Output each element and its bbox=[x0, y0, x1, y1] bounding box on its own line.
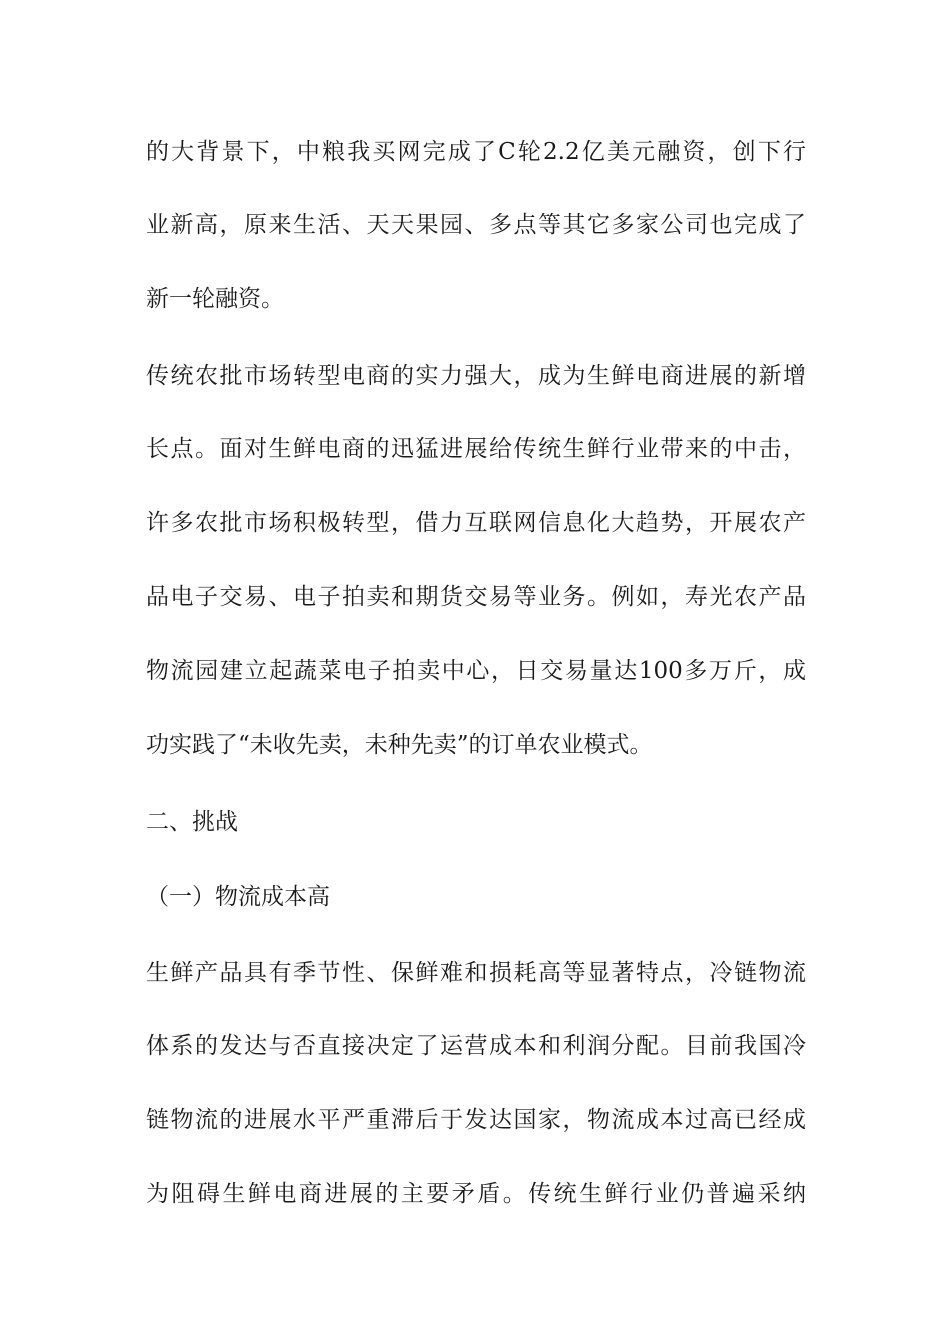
paragraph-1-line-1: 的大背景下，中粮我买网完成了C轮2.2亿美元融资，创下行 bbox=[146, 139, 806, 165]
paragraph-2-line-5: 物流园建立起蔬菜电子拍卖中心，日交易量达100多万斤，成 bbox=[146, 658, 806, 684]
paragraph-2-line-2: 长点。面对生鲜电商的迅猛进展给传统生鲜行业带来的中击， bbox=[146, 436, 806, 462]
paragraph-2-line-3: 许多农批市场积极转型，借力互联网信息化大趋势，开展农产 bbox=[146, 510, 806, 536]
paragraph-2-line-1: 传统农批市场转型电商的实力强大，成为生鲜电商进展的新增 bbox=[146, 363, 806, 389]
paragraph-3-line-1: 生鲜产品具有季节性、保鲜难和损耗高等显著特点，冷链物流 bbox=[146, 960, 806, 986]
section-heading: 二、挑战 bbox=[146, 809, 238, 835]
paragraph-2-line-4: 品电子交易、电子拍卖和期货交易等业务。例如，寿光农产品 bbox=[146, 584, 806, 610]
paragraph-1-line-3: 新一轮融资。 bbox=[146, 286, 284, 312]
paragraph-2-line-6: 功实践了“未收先卖，未种先卖”的订单农业模式。 bbox=[146, 732, 653, 758]
paragraph-3-line-3: 链物流的进展水平严重滞后于发达国家，物流成本过高已经成 bbox=[146, 1107, 806, 1133]
subsection-heading: （一）物流成本高 bbox=[146, 884, 330, 910]
paragraph-3-line-4: 为阻碍生鲜电商进展的主要矛盾。传统生鲜行业仍普遍采纳 bbox=[146, 1181, 806, 1207]
paragraph-3-line-2: 体系的发达与否直接决定了运营成本和利润分配。目前我国冷 bbox=[146, 1033, 806, 1059]
paragraph-1-line-2: 业新高，原来生活、天天果园、多点等其它多家公司也完成了 bbox=[146, 212, 806, 238]
